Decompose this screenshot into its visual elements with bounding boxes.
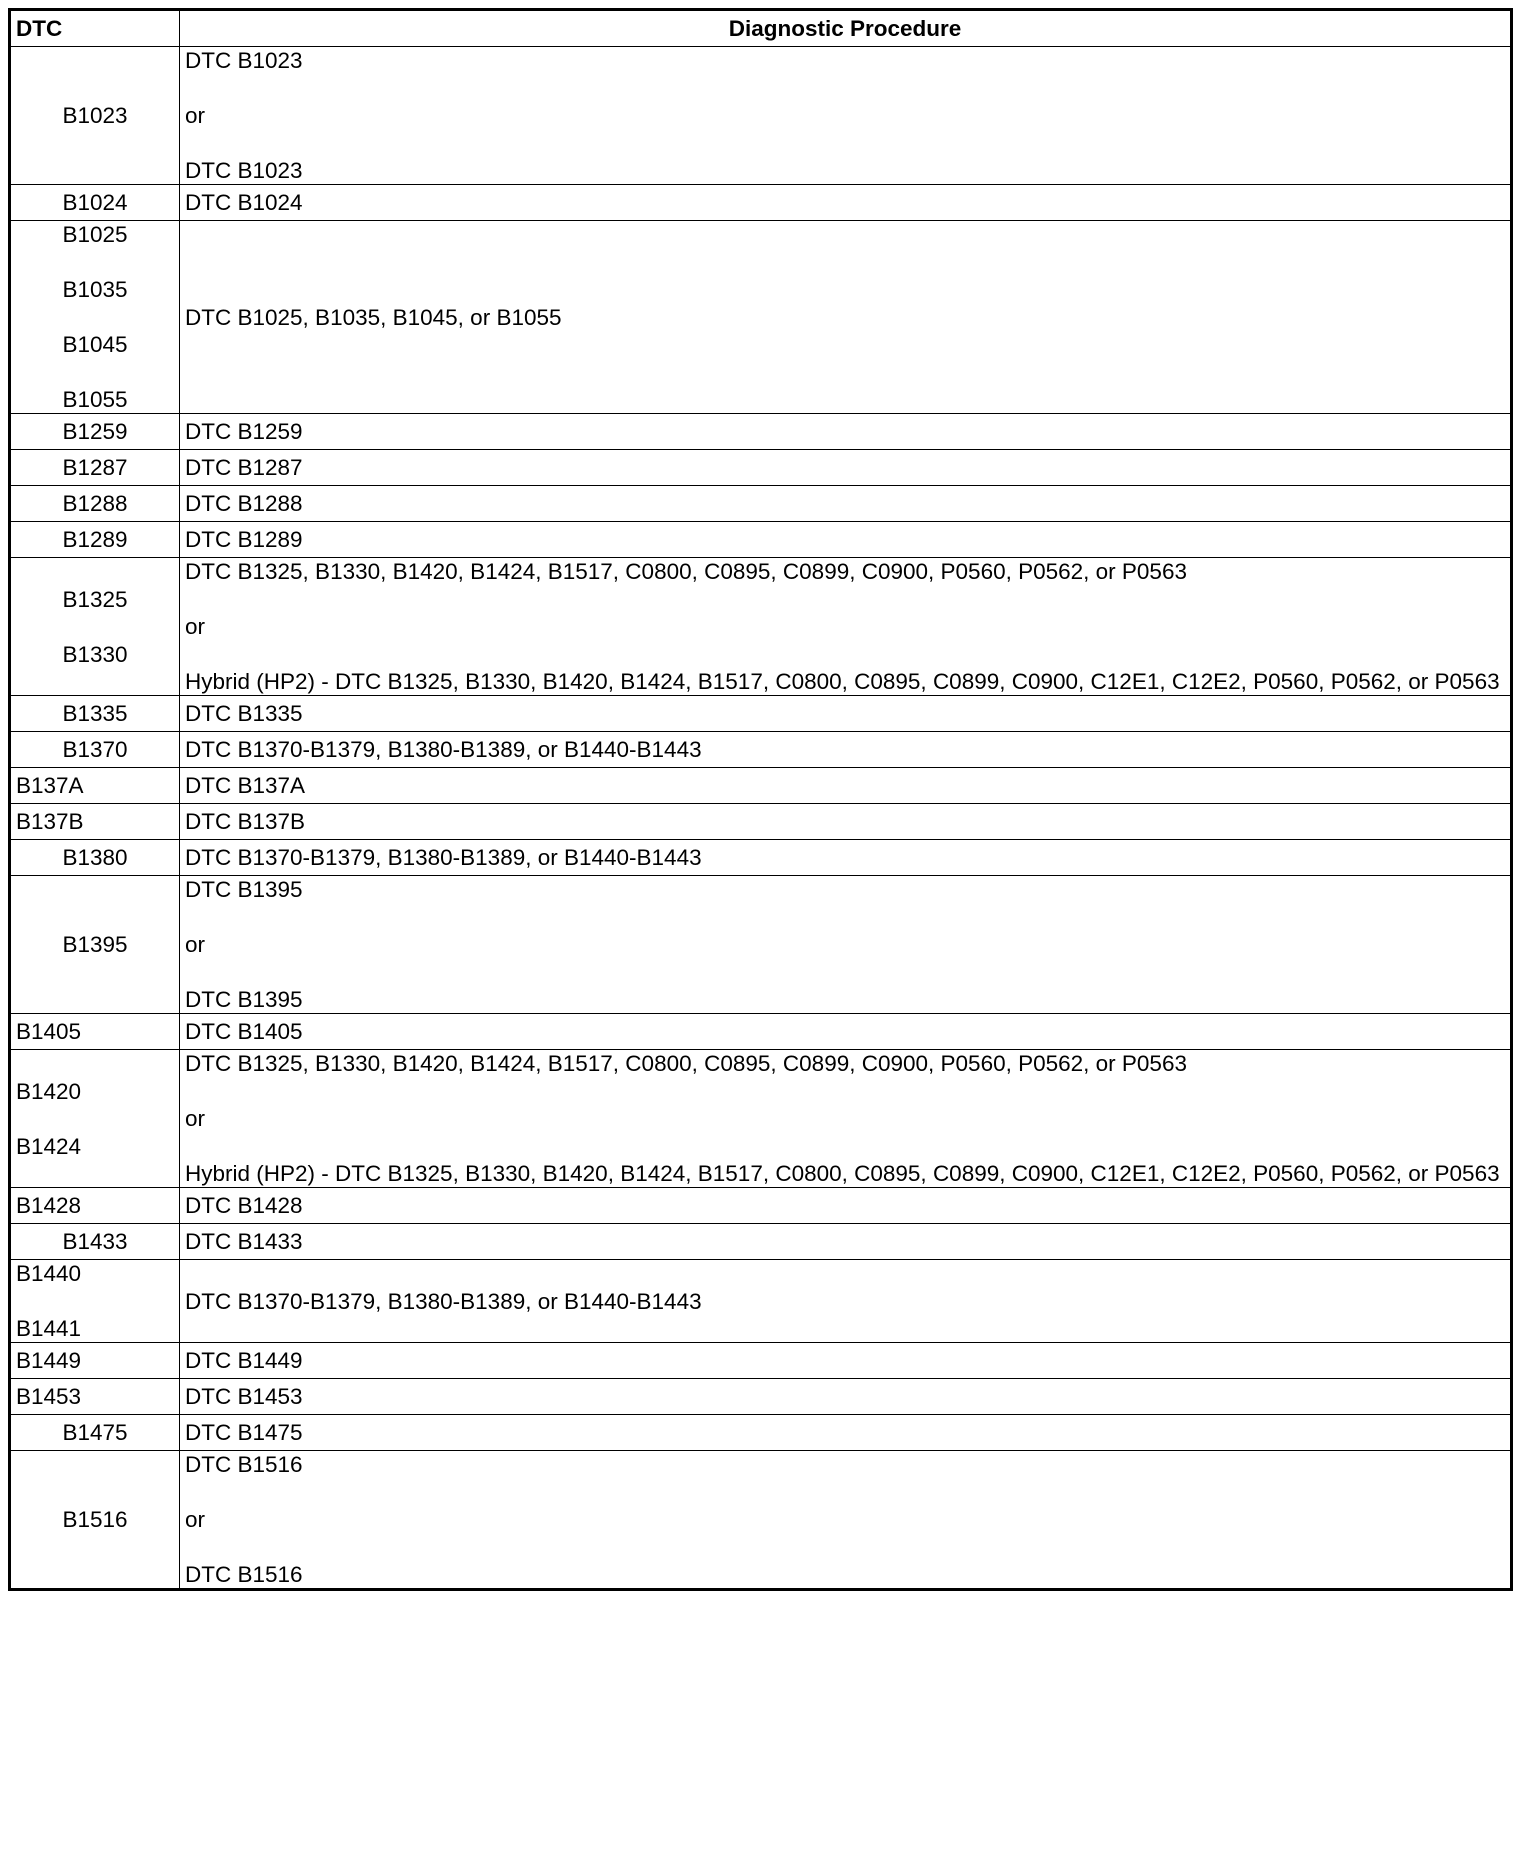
procedure-cell xyxy=(180,221,1512,414)
procedure-text: DTC B1453 xyxy=(185,1384,303,1409)
dtc-code: B1475 xyxy=(62,1420,128,1445)
procedure-text: DTC B1433 xyxy=(185,1229,303,1254)
dtc-code: B1420 xyxy=(16,1078,82,1104)
procedure-text: DTC B1288 xyxy=(185,491,303,516)
procedure-text: or xyxy=(185,1507,206,1532)
procedure-text: DTC B1024 xyxy=(185,190,303,215)
dtc-code-cell xyxy=(10,1188,180,1224)
dtc-code-cell xyxy=(10,1014,180,1050)
procedure-text: DTC B1370-B1379, B1380-B1389, or B1440-B1443 xyxy=(185,845,702,870)
dtc-code-cell xyxy=(10,558,180,696)
procedure-text: or xyxy=(185,1106,206,1131)
dtc-code: B1395 xyxy=(62,932,128,957)
line-spacer xyxy=(185,958,1505,986)
dtc-code-cell xyxy=(10,1415,180,1451)
table-row xyxy=(10,47,1512,185)
dtc-code: B1440 xyxy=(16,1261,82,1286)
procedure-text: DTC B1516 xyxy=(185,1562,303,1587)
dtc-code-cell xyxy=(10,414,180,450)
procedure-text: DTC B1023 xyxy=(185,158,303,183)
dtc-code: B1289 xyxy=(62,527,128,552)
table-row xyxy=(10,876,1512,1014)
procedure-text: DTC B1287 xyxy=(185,455,303,480)
procedure-text: DTC B1259 xyxy=(185,419,303,444)
procedure-text: DTC B1475 xyxy=(185,1420,303,1445)
dtc-code: B1325 xyxy=(62,586,128,612)
dtc-code-cell xyxy=(10,1260,180,1343)
procedure-cell xyxy=(180,1379,1512,1415)
table-row xyxy=(10,1188,1512,1224)
dtc-code-cell xyxy=(10,450,180,486)
procedure-text: DTC B1325, B1330, B1420, B1424, B1517, C0800, C0895, C0899, C0900, P0560, P0562, or P0563 xyxy=(185,1051,1187,1076)
dtc-code: B1370 xyxy=(62,737,128,762)
dtc-code: B1428 xyxy=(16,1193,82,1218)
table-row xyxy=(10,1260,1512,1343)
line-spacer xyxy=(185,640,1505,668)
procedure-cell xyxy=(180,1260,1512,1343)
procedure-cell xyxy=(180,1050,1512,1188)
procedure-text: Hybrid (HP2) - DTC B1325, B1330, B1420, B1424, B1517, C0800, C0895, C0899, C0900, C12E1, C12E2, P0560, P0562, or P0563 xyxy=(185,669,1500,694)
procedure-text: DTC B137A xyxy=(185,773,306,798)
procedure-cell xyxy=(180,732,1512,768)
line-spacer xyxy=(16,358,174,386)
table-row xyxy=(10,1224,1512,1260)
dtc-code: B1045 xyxy=(62,332,128,357)
dtc-code-cell xyxy=(10,732,180,768)
table-row xyxy=(10,522,1512,558)
dtc-code-cell xyxy=(10,768,180,804)
dtc-code-cell xyxy=(10,522,180,558)
dtc-code: B1025 xyxy=(62,222,128,247)
line-spacer xyxy=(16,613,174,641)
procedure-cell xyxy=(180,804,1512,840)
line-spacer xyxy=(185,903,1505,931)
dtc-code: B1023 xyxy=(62,103,128,128)
procedure-text: or xyxy=(185,103,206,128)
line-spacer xyxy=(185,1478,1505,1506)
table-row xyxy=(10,840,1512,876)
line-spacer xyxy=(16,303,174,331)
dtc-code-cell xyxy=(10,696,180,732)
line-spacer xyxy=(185,129,1505,157)
dtc-code-cell xyxy=(10,1451,180,1590)
procedure-text: DTC B1025, B1035, B1045, or B1055 xyxy=(185,304,562,330)
dtc-code-cell xyxy=(10,47,180,185)
procedure-cell xyxy=(180,1415,1512,1451)
table-row xyxy=(10,768,1512,804)
procedure-text: or xyxy=(185,932,206,957)
procedure-text: DTC B1449 xyxy=(185,1348,303,1373)
dtc-table xyxy=(8,8,1513,1591)
procedure-cell xyxy=(180,1188,1512,1224)
procedure-text: DTC B1325, B1330, B1420, B1424, B1517, C0800, C0895, C0899, C0900, P0560, P0562, or P0563 xyxy=(185,559,1187,584)
procedure-cell xyxy=(180,522,1512,558)
table-body xyxy=(10,47,1512,1590)
procedure-text: Hybrid (HP2) - DTC B1325, B1330, B1420, B1424, B1517, C0800, C0895, C0899, C0900, C12E1, C12E2, P0560, P0562, or P0563 xyxy=(185,1161,1500,1186)
dtc-code: B137B xyxy=(16,809,84,834)
procedure-cell xyxy=(180,1451,1512,1590)
table-row xyxy=(10,450,1512,486)
dtc-code: B1405 xyxy=(16,1019,82,1044)
dtc-code: B1433 xyxy=(62,1229,128,1254)
dtc-code-cell xyxy=(10,1050,180,1188)
dtc-code-cell xyxy=(10,185,180,221)
dtc-code-cell xyxy=(10,876,180,1014)
procedure-cell xyxy=(180,696,1512,732)
procedure-text: DTC B1289 xyxy=(185,527,303,552)
procedure-text: DTC B137B xyxy=(185,809,306,834)
procedure-text: DTC B1395 xyxy=(185,987,303,1012)
dtc-code: B137A xyxy=(16,773,84,798)
dtc-code: B1055 xyxy=(62,387,128,412)
table-row xyxy=(10,558,1512,696)
procedure-text: DTC B1370-B1379, B1380-B1389, or B1440-B1443 xyxy=(185,1288,702,1314)
dtc-code: B1453 xyxy=(16,1384,82,1409)
dtc-code: B1449 xyxy=(16,1348,82,1373)
table-row xyxy=(10,1014,1512,1050)
table-row xyxy=(10,696,1512,732)
dtc-code: B1335 xyxy=(62,701,128,726)
table-row xyxy=(10,804,1512,840)
procedure-cell xyxy=(180,1014,1512,1050)
table-row xyxy=(10,1451,1512,1590)
dtc-code: B1288 xyxy=(62,491,128,516)
line-spacer xyxy=(185,1077,1505,1105)
procedure-cell xyxy=(180,876,1512,1014)
line-spacer xyxy=(16,1287,174,1315)
line-spacer xyxy=(185,585,1505,613)
procedure-text: DTC B1370-B1379, B1380-B1389, or B1440-B1443 xyxy=(185,737,702,762)
dtc-code: B1287 xyxy=(62,455,128,480)
table-row xyxy=(10,1343,1512,1379)
procedure-cell xyxy=(180,840,1512,876)
header-row xyxy=(10,10,1512,47)
line-spacer xyxy=(185,74,1505,102)
dtc-code-cell xyxy=(10,221,180,414)
table-row xyxy=(10,1415,1512,1451)
procedure-text: DTC B1516 xyxy=(185,1452,303,1477)
table-row xyxy=(10,486,1512,522)
procedure-cell xyxy=(180,558,1512,696)
dtc-code: B1259 xyxy=(62,419,128,444)
procedure-text: DTC B1023 xyxy=(185,48,303,73)
dtc-code-cell xyxy=(10,1379,180,1415)
dtc-code-cell xyxy=(10,840,180,876)
procedure-cell xyxy=(180,185,1512,221)
procedure-text: DTC B1395 xyxy=(185,877,303,902)
dtc-code: B1024 xyxy=(62,190,128,215)
dtc-code-cell xyxy=(10,486,180,522)
dtc-code-cell xyxy=(10,1343,180,1379)
line-spacer xyxy=(185,1533,1505,1561)
procedure-text: or xyxy=(185,614,206,639)
dtc-code: B1330 xyxy=(62,641,128,667)
table-row xyxy=(10,1379,1512,1415)
procedure-text: DTC B1405 xyxy=(185,1019,303,1044)
procedure-text: DTC B1335 xyxy=(185,701,303,726)
dtc-code-cell xyxy=(10,804,180,840)
line-spacer xyxy=(16,248,174,276)
procedure-cell xyxy=(180,1224,1512,1260)
line-spacer xyxy=(185,1132,1505,1160)
dtc-code: B1424 xyxy=(16,1133,82,1159)
procedure-column-header: Diagnostic Procedure xyxy=(180,10,1512,47)
dtc-code: B1516 xyxy=(62,1507,128,1532)
procedure-cell xyxy=(180,486,1512,522)
dtc-column-header: DTC xyxy=(10,10,180,47)
dtc-code-cell xyxy=(10,1224,180,1260)
procedure-cell xyxy=(180,414,1512,450)
dtc-code: B1035 xyxy=(62,277,128,302)
table-row xyxy=(10,414,1512,450)
procedure-cell xyxy=(180,47,1512,185)
procedure-text: DTC B1428 xyxy=(185,1193,303,1218)
dtc-code: B1380 xyxy=(62,845,128,870)
table-row xyxy=(10,1050,1512,1188)
dtc-code: B1441 xyxy=(16,1316,82,1341)
table-row xyxy=(10,732,1512,768)
procedure-cell xyxy=(180,1343,1512,1379)
procedure-cell xyxy=(180,450,1512,486)
line-spacer xyxy=(16,1105,174,1133)
table-row xyxy=(10,185,1512,221)
procedure-cell xyxy=(180,768,1512,804)
table-row xyxy=(10,221,1512,414)
